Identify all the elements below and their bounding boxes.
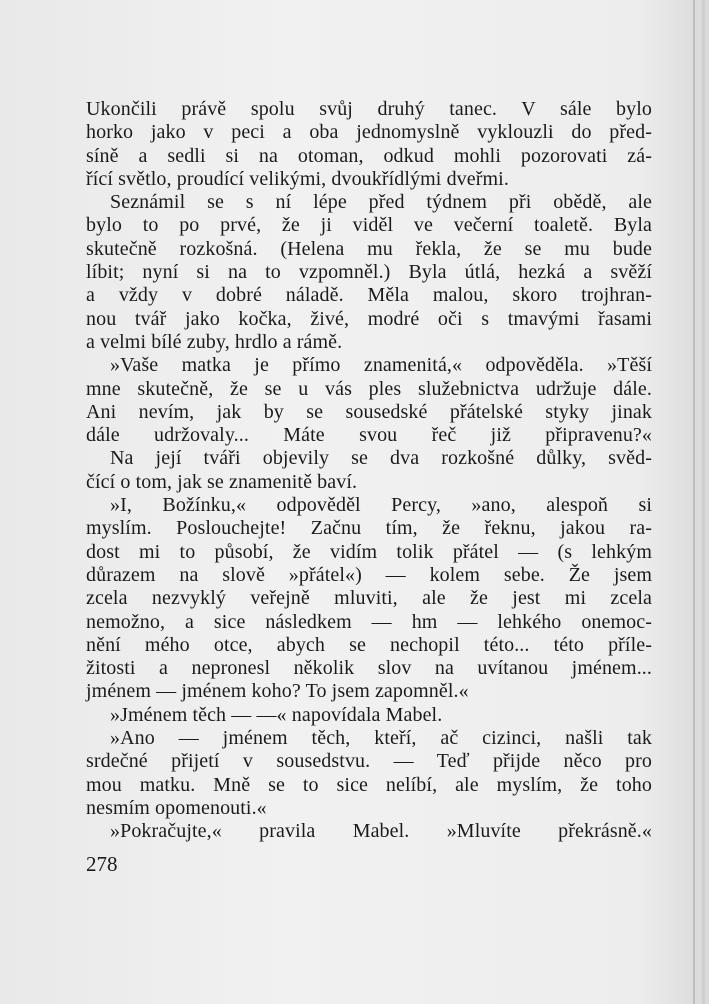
text-line: »I, Božínku,« odpověděl Percy, »ano, alespoň si xyxy=(110,494,652,517)
text-line: skutečně rozkošná. (Helena mu řekla, že se mu bude xyxy=(86,237,652,260)
text-line: zcela nezvyklý veřejně mluviti, ale že jest mi zcela xyxy=(86,587,652,610)
body-text xyxy=(86,98,652,844)
text-line: a velmi bílé zuby, hrdlo a rámě. xyxy=(86,330,343,353)
text-line: Seznámil se s ní lépe před týdnem při obědě, ale xyxy=(110,191,652,214)
text-line: důrazem na slově »přátel«) — kolem sebe. Že jsem xyxy=(86,563,652,586)
text-line: Ani nevím, jak by se sousedské přátelské styky jinak xyxy=(86,400,652,423)
text-line: řící světlo, proudící velikými, dvoukřídlými dveřmi. xyxy=(86,167,509,190)
text-line: nění mého otce, abych se nechopil této... této příle- xyxy=(86,633,652,656)
text-line: Ukončili právě spolu svůj druhý tanec. V sále bylo xyxy=(86,98,652,120)
text-line: horko jako v peci a oba jednomyslně vyklouzli do před- xyxy=(86,121,652,144)
page-edge xyxy=(702,0,705,1004)
page-gutter-shadow xyxy=(693,0,695,1004)
text-line: nemožno, a sice následkem — hm — lehkého onemoc- xyxy=(86,610,652,633)
text-line: mne skutečně, že se u vás ples služebnictva udržuje dále. xyxy=(86,377,652,400)
page-number: 278 xyxy=(86,852,118,876)
text-line: líbit; nyní si na to vzpomněl.) Byla útlá, hezká a svěží xyxy=(86,261,652,284)
text-line: čící o tom, jak se znamenitě baví. xyxy=(86,470,358,493)
text-line: a vždy v dobré náladě. Měla malou, skoro trojhran- xyxy=(86,284,652,307)
text-line: žitosti a nepronesl několik slov na uvítanou jménem... xyxy=(86,657,652,680)
text-line: dále udržovaly... Máte svou řeč již připravenu?« xyxy=(86,424,652,447)
text-line: dost mi to působí, že vidím tolik přátel — (s lehkým xyxy=(86,540,652,563)
text-line: myslím. Poslouchejte! Začnu tím, že řeknu, jakou ra- xyxy=(86,517,652,540)
text-line: srdečné přijetí v sousedstvu. — Teď přijde něco pro xyxy=(86,750,652,773)
text-line: »Jménem těch — —« napovídala Mabel. xyxy=(110,703,443,726)
text-line: jménem — jménem koho? To jsem zapomněl.« xyxy=(86,680,469,703)
text-line: »Ano — jménem těch, kteří, ač cizinci, našli tak xyxy=(110,727,652,750)
text-line: Na její tváři objevily se dva rozkošné důlky, svěd- xyxy=(110,447,652,470)
text-line: síně a sedli si na otoman, odkud mohli pozorovati zá- xyxy=(86,144,652,167)
text-line: nou tvář jako kočka, živé, modré oči s tmavými řasami xyxy=(86,307,652,330)
text-line: nesmím opomenouti.« xyxy=(86,796,267,819)
text-line: bylo to po prvé, že ji viděl ve večerní toaletě. Byla xyxy=(86,214,652,237)
text-line: »Pokračujte,« pravila Mabel. »Mluvíte překrásně.« xyxy=(110,820,652,843)
text-line: mou matku. Mně se to sice nelíbí, ale myslím, že toho xyxy=(86,773,652,796)
text-line: »Vaše matka je přímo znamenitá,« odpověděla. »Těší xyxy=(110,354,652,377)
